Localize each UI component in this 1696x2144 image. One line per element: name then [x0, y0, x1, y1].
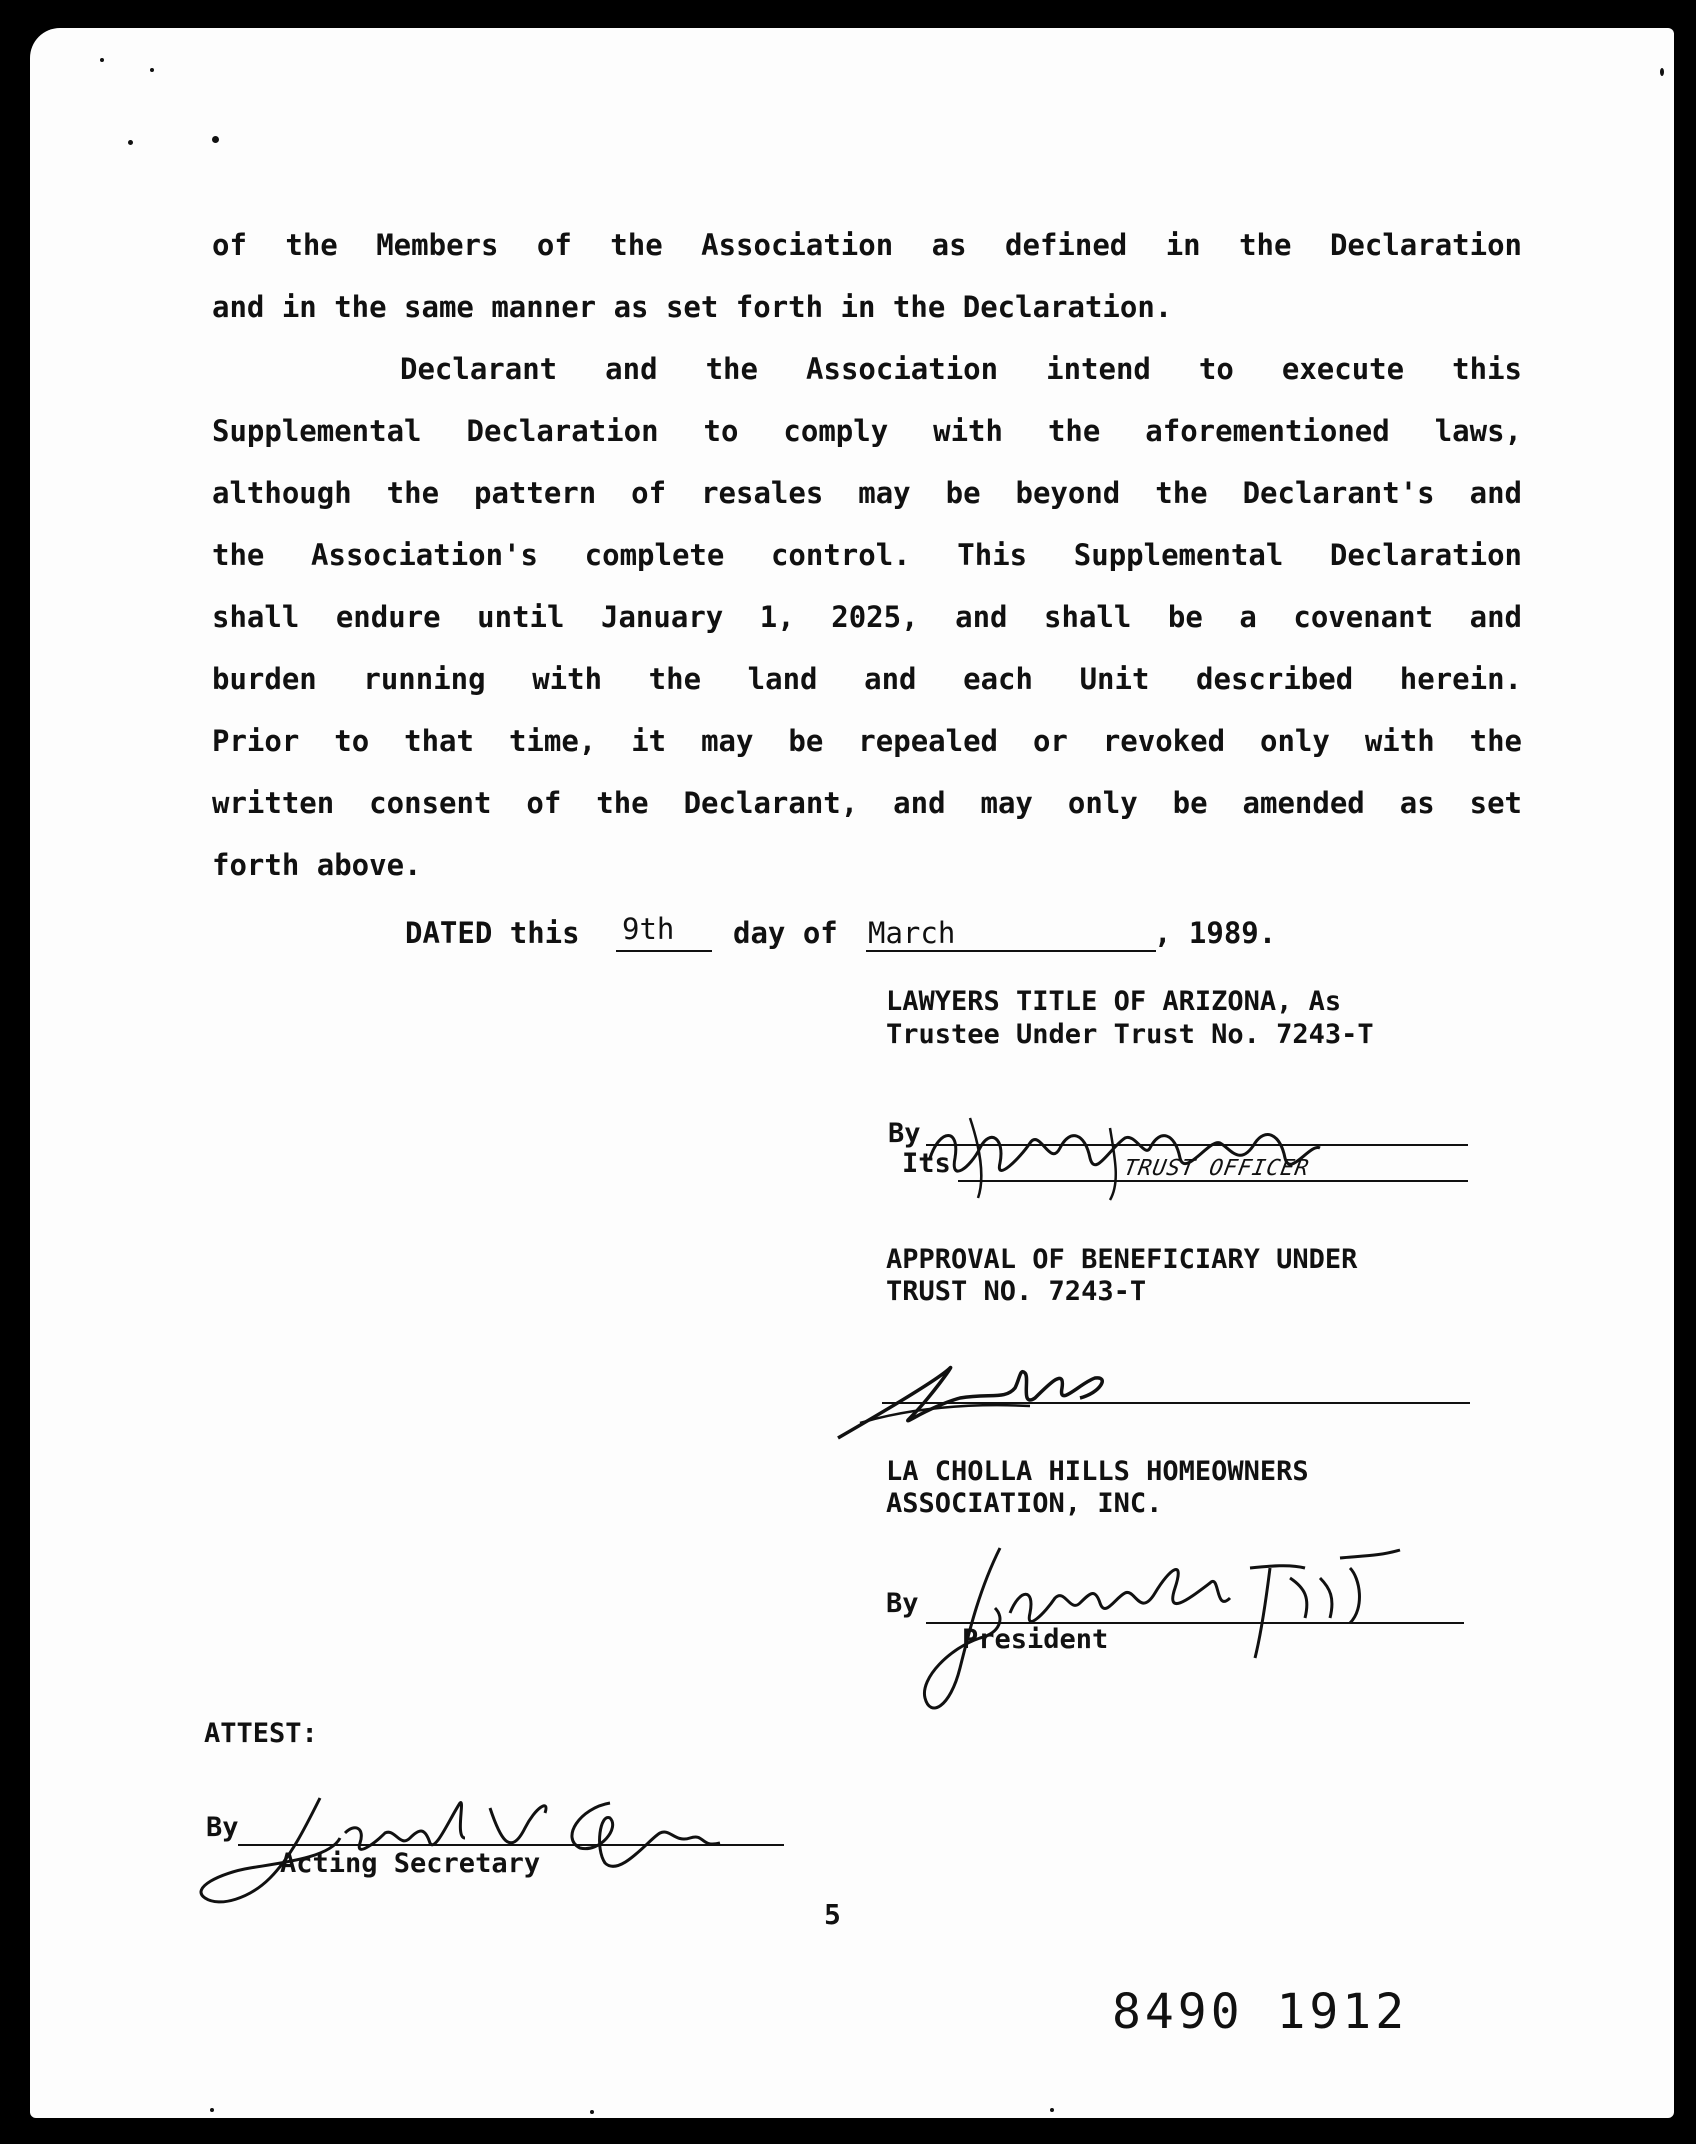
body-line: and in the same manner as set forth in the Declaration.	[212, 290, 1173, 324]
body-line: Prior to that time, it may be repealed or revoked only with the	[212, 724, 1522, 758]
dated-month: March	[868, 916, 956, 950]
body-line: Declarant and the Association intend to execute this	[400, 352, 1522, 386]
trustee-line1: LAWYERS TITLE OF ARIZONA, As	[886, 986, 1342, 1017]
body-line: of the Members of the Association as defined in the Declaration	[212, 228, 1522, 262]
attest-label: ATTEST:	[204, 1718, 318, 1749]
attest-signature	[180, 1768, 760, 1918]
body-line: shall endure until January 1, 2025, and shall be a covenant and	[212, 600, 1522, 634]
dated-month-underline	[866, 950, 1156, 952]
body-line: written consent of the Declarant, and may only be amended as set	[212, 786, 1522, 820]
association-by-label: By	[886, 1588, 919, 1619]
body-line: although the pattern of resales may be beyond the Declarant's and	[212, 476, 1522, 510]
scan-speck	[1660, 68, 1664, 76]
dated-prefix: DATED this	[405, 916, 580, 950]
scan-speck	[212, 136, 219, 143]
association-signature	[910, 1528, 1430, 1728]
scan-speck	[100, 58, 104, 62]
dated-day: 9th	[622, 912, 675, 946]
scan-speck	[150, 68, 154, 72]
beneficiary-line1: APPROVAL OF BENEFICIARY UNDER	[886, 1244, 1358, 1275]
scan-speck	[1050, 2108, 1054, 2112]
trustee-signature	[910, 1088, 1390, 1208]
beneficiary-signature	[830, 1338, 1190, 1468]
association-title: President	[962, 1624, 1109, 1655]
body-line: forth above.	[212, 848, 422, 882]
document-number: 8490 1912	[1112, 1984, 1409, 2040]
document-page	[30, 28, 1674, 2118]
body-line: the Association's complete control. This Supplemental Declaration	[212, 538, 1522, 572]
attest-by-label: By	[206, 1812, 239, 1843]
body-line: burden running with the land and each Unit described herein.	[212, 662, 1522, 696]
trustee-by-label: By	[888, 1118, 921, 1149]
scan-speck	[210, 2108, 214, 2112]
scan-speck	[590, 2110, 594, 2114]
body-line: Supplemental Declaration to comply with the aforementioned laws,	[212, 414, 1522, 448]
association-line1: LA CHOLLA HILLS HOMEOWNERS	[886, 1456, 1309, 1487]
trustee-line2: Trustee Under Trust No. 7243-T	[886, 1019, 1374, 1050]
dated-day-underline	[616, 950, 712, 952]
attest-title: Acting Secretary	[280, 1848, 541, 1879]
dated-middle: day of	[733, 916, 838, 950]
dated-year: , 1989.	[1154, 916, 1277, 950]
scan-speck	[128, 140, 133, 145]
trustee-its-value: TRUST OFFICER	[1121, 1156, 1312, 1181]
trustee-its-label: Its	[902, 1148, 951, 1179]
association-line2: ASSOCIATION, INC.	[886, 1488, 1163, 1519]
page-number: 5	[824, 1898, 841, 1931]
beneficiary-line2: TRUST NO. 7243-T	[886, 1276, 1147, 1307]
